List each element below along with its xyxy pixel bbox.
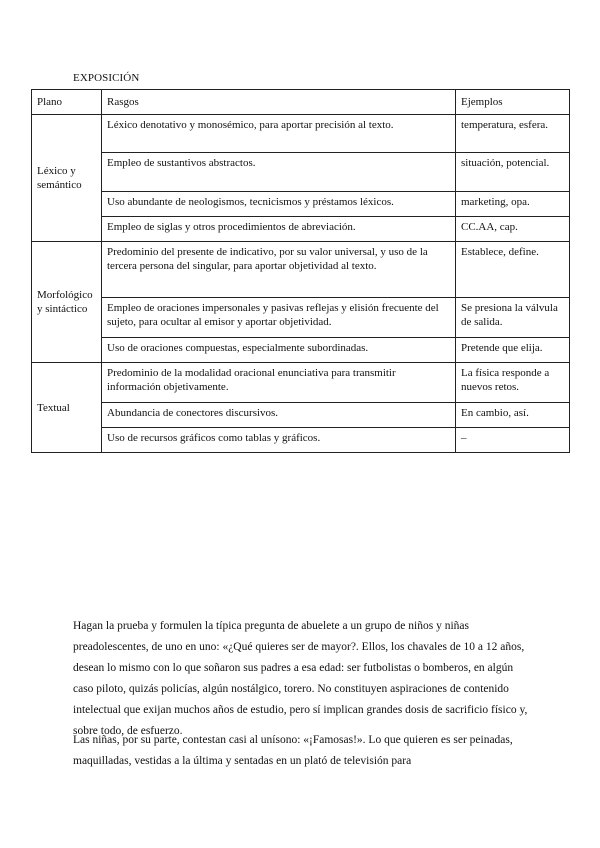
table-row (32, 242, 570, 298)
ejemplo-cell: Establece, define. (456, 242, 570, 298)
header-plano: Plano (32, 90, 102, 115)
table-title: EXPOSICIÓN (73, 72, 140, 84)
table-row (32, 428, 570, 453)
ejemplo-cell: – (456, 428, 570, 453)
body-paragraph: Las niñas, por su parte, contestan casi al unísono: «¡Famosas!». Lo que quieren es ser peinadas, maquilladas, vestidas a la última y sentadas en un plató de televisión para (73, 734, 513, 767)
ejemplo-cell: Se presiona la válvula de salida. (456, 298, 570, 338)
table-row (32, 363, 570, 403)
table-row (32, 298, 570, 338)
plano-cell: Léxico y semántico (32, 115, 102, 242)
body-paragraph: Hagan la prueba y formulen la típica pregunta de abuelete a un grupo de niños y niñas preadolescentes, de uno en uno: «¿Qué quieres ser de mayor?. Ellos, los chavales de 10 a 12 años, desean lo mismo con lo que soñaron sus padres a esa edad: ser futbolistas o bomberos, en algún caso piloto, quizás policías, algún nostálgico, torero. No constituyen aspiraciones de contenido intelectual que exijan muchos años de estudio, pero sí implican grandes dosis de sacrificio físico y, sobre todo, de esfuerzo. (73, 620, 528, 737)
table-row (32, 217, 570, 242)
exposition-table (31, 89, 570, 453)
ejemplo-cell: marketing, opa. (456, 192, 570, 217)
table-row (32, 403, 570, 428)
rasgo-cell: Uso de recursos gráficos como tablas y gráficos. (102, 428, 456, 453)
header-rasgos: Rasgos (102, 90, 456, 115)
table-row (32, 192, 570, 217)
rasgo-cell: Predominio de la modalidad oracional enunciativa para transmitir información objetivamente. (102, 363, 456, 403)
ejemplo-cell: CC.AA, cap. (456, 217, 570, 242)
table-row (32, 153, 570, 192)
ejemplo-cell: situación, potencial. (456, 153, 570, 192)
ejemplo-cell: En cambio, así. (456, 403, 570, 428)
ejemplo-cell: La física responde a nuevos retos. (456, 363, 570, 403)
rasgo-cell: Predominio del presente de indicativo, por su valor universal, y uso de la tercera persona del singular, para aportar objetividad al texto. (102, 242, 456, 298)
table-row (32, 115, 570, 153)
ejemplo-cell: temperatura, esfera. (456, 115, 570, 153)
plano-cell: Textual (32, 363, 102, 453)
rasgo-cell: Empleo de sustantivos abstractos. (102, 153, 456, 192)
rasgo-cell: Uso de oraciones compuestas, especialmente subordinadas. (102, 338, 456, 363)
table-header-row (32, 90, 570, 115)
rasgo-cell: Empleo de oraciones impersonales y pasivas reflejas y elisión frecuente del sujeto, para ocultar al emisor y aportar objetividad. (102, 298, 456, 338)
rasgo-cell: Léxico denotativo y monosémico, para aportar precisión al texto. (102, 115, 456, 153)
table-row (32, 338, 570, 363)
ejemplo-cell: Pretende que elija. (456, 338, 570, 363)
rasgo-cell: Empleo de siglas y otros procedimientos de abreviación. (102, 217, 456, 242)
rasgo-cell: Uso abundante de neologismos, tecnicismos y préstamos léxicos. (102, 192, 456, 217)
plano-cell: Morfológico y sintáctico (32, 242, 102, 363)
rasgo-cell: Abundancia de conectores discursivos. (102, 403, 456, 428)
header-ejemplos: Ejemplos (456, 90, 570, 115)
